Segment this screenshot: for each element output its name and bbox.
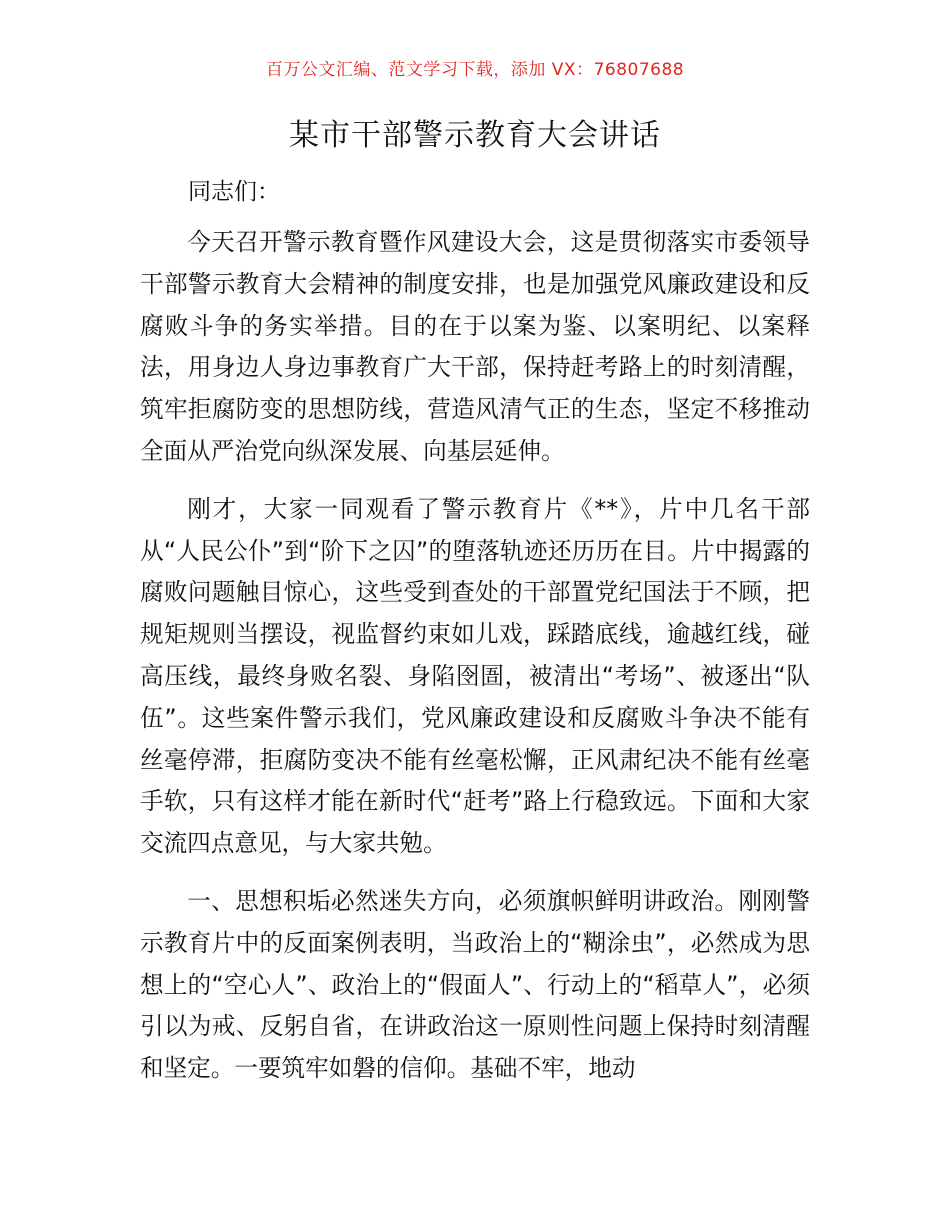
paragraph-1: 今天召开警示教育暨作风建设大会，这是贯彻落实市委领导干部警示教育大会精神的制度安排，也是加强党风廉政建设和反腐败斗争的务实举措。目的在于以案为鉴、以案明纪、以案释法，用身边人身边事教育广大干部，保持赶考路上的时刻清醒，筑牢拒腐防变的思想防线，营造风清气正的生态，坚定不移推动全面从严治党向纵深发展、向基层延伸。 — [140, 228, 810, 465]
watermark-header: 百万公文汇编、范文学习下载，添加 VX：76807688 — [265, 60, 685, 80]
paragraph-2: 刚才，大家一同观看了警示教育片《**》，片中几名干部从“人民公仆”到“阶下之囚”的堕落轨迹还历历在目。片中揭露的腐败问题触目惊心，这些受到查处的干部置党纪国法于不顾，把规矩规则当摆设，视监督约束如儿戏，踩踏底线，逾越红线，碰高压线，最终身败名裂、身陷囹圄，被清出“考场”、被逐出“队伍”。这些案件警示我们，党风廉政建设和反腐败斗争决不能有丝毫停滞，拒腐防变决不能有丝毫松懈，正风肃纪决不能有丝毫手软，只有这样才能在新时代“赶考”路上行稳致远。下面和大家交流四点意见，与大家共勉。 — [140, 494, 810, 858]
page-title: 某市干部警示教育大会讲话 — [289, 118, 661, 153]
paragraph-3: 一、思想积垢必然迷失方向，必须旗帜鲜明讲政治。刚刚警示教育片中的反面案例表明，当政治上的“糊涂虫”，必然成为思想上的“空心人”、政治上的“假面人”、行动上的“稻草人”，必须引以为戒、反躬自省，在讲政治这一原则性问题上保持时刻清醒和坚定。一要筑牢如磐的信仰。基础不牢，地动 — [140, 886, 810, 1083]
salutation: 同志们： — [188, 179, 280, 205]
speech-body — [140, 222, 810, 1106]
